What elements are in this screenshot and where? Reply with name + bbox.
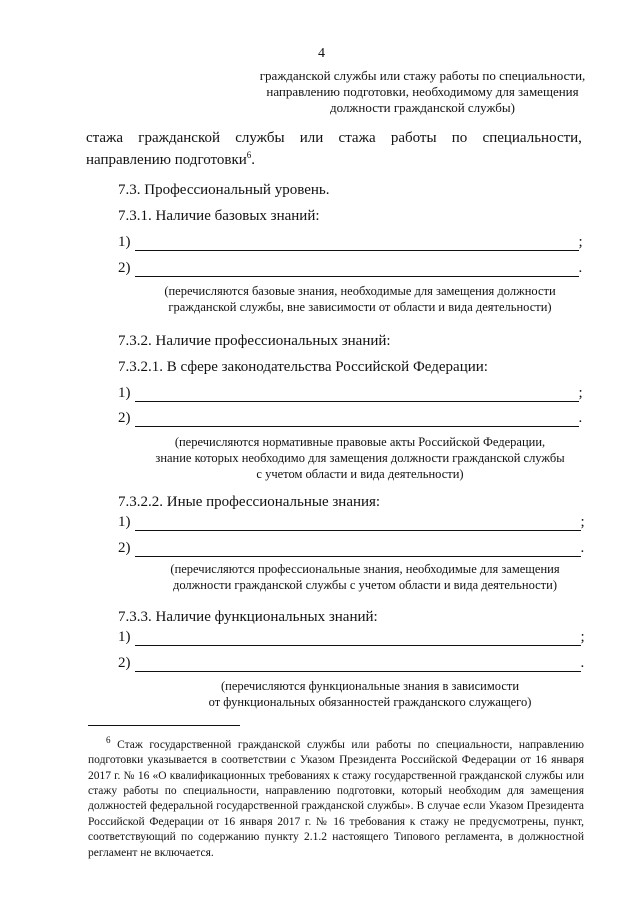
item-label: 1) (118, 514, 131, 530)
item-punct: . (578, 260, 583, 276)
fill-in-line[interactable] (135, 542, 581, 557)
note-7-3-3-line-1: (перечисляются функциональные знания в зависимости (220, 679, 520, 693)
intro-line-1 (86, 130, 582, 147)
header-line-2: направлению подготовки, необходимому для замещения (266, 84, 579, 99)
note-7-3-3-line-2: от функциональных обязанностей гражданского служащего) (208, 695, 532, 709)
item-punct: . (578, 410, 583, 426)
fill-in-line[interactable] (135, 631, 581, 646)
intro-text: направлению подготовки (86, 152, 247, 168)
intro-word: гражданской (138, 130, 220, 146)
blank-line-item-2 (118, 655, 584, 672)
blank-line-item-1 (118, 629, 585, 646)
intro-word: стажа (86, 130, 124, 146)
fill-in-line[interactable] (135, 387, 579, 402)
item-punct: ; (578, 234, 583, 250)
blank-line-item-1 (118, 514, 585, 531)
section-7-3-1-title: 7.3.1. Наличие базовых знаний: (118, 208, 320, 224)
intro-word: работы (390, 130, 437, 146)
section-7-3-2-title: 7.3.2. Наличие профессиональных знаний: (118, 333, 391, 349)
footnote-separator (88, 725, 240, 726)
fill-in-line[interactable] (135, 516, 581, 531)
item-label: 2) (118, 655, 131, 671)
blank-line-item-1 (118, 234, 583, 251)
item-punct: . (580, 655, 585, 671)
blank-line-item-2 (118, 540, 584, 557)
header-line-1: гражданской службы или стажу работы по специальности, (259, 68, 586, 83)
item-label: 1) (118, 629, 131, 645)
blank-line-item-1 (118, 385, 583, 402)
footnote (88, 733, 584, 861)
note-7-3-2-1-line-1: (перечисляются нормативные правовые акты Российской Федерации, (174, 435, 546, 449)
item-punct: . (580, 540, 585, 556)
header-line-3: должности гражданской службы) (330, 100, 515, 115)
fill-in-line[interactable] (135, 262, 579, 277)
fill-in-line[interactable] (135, 412, 579, 427)
section-7-3-2-1-title: 7.3.2.1. В сфере законодательства Российской Федерации: (118, 359, 488, 375)
intro-word: специальности, (482, 130, 582, 146)
blank-line-item-2 (118, 260, 582, 277)
fill-in-line[interactable] (135, 657, 581, 672)
page-number: 4 (318, 46, 325, 61)
note-7-3-1-line-1: (перечисляются базовые знания, необходимые для замещения должности (164, 284, 556, 298)
item-label: 2) (118, 540, 131, 556)
item-label: 2) (118, 410, 131, 426)
note-7-3-2-1-line-2: знание которых необходимо для замещения должности гражданской службы (155, 451, 565, 465)
item-label: 1) (118, 234, 131, 250)
note-7-3-2-2-line-2: должности гражданской службы с учетом области и вида деятельности) (172, 578, 557, 592)
intro-line-2 (86, 150, 255, 169)
item-label: 1) (118, 385, 131, 401)
intro-period: . (251, 152, 256, 168)
footnote-reference[interactable]: 6 (246, 150, 252, 160)
item-punct: ; (578, 385, 583, 401)
item-punct: ; (580, 629, 585, 645)
item-label: 2) (118, 260, 131, 276)
intro-word: службы (235, 130, 285, 146)
blank-line-item-2 (118, 410, 582, 427)
section-7-3-2-2-title: 7.3.2.2. Иные профессиональные знания: (118, 494, 381, 510)
fill-in-line[interactable] (135, 236, 579, 251)
intro-word: стажа (338, 130, 376, 146)
note-7-3-2-1-line-3: с учетом области и вида деятельности) (256, 467, 464, 481)
note-7-3-1-line-2: гражданской службы, вне зависимости от области и вида деятельности) (168, 300, 552, 314)
section-7-3-3-title: 7.3.3. Наличие функциональных знаний: (118, 609, 378, 625)
note-7-3-2-2-line-1: (перечисляются профессиональные знания, необходимые для замещения (170, 562, 560, 576)
section-7-3-title: 7.3. Профессиональный уровень. (118, 182, 330, 198)
footnote-text: Стаж государственной гражданской службы или работы по специальности, направлению подготовки указывается в соответствии с Указом Президента Российской Федерации от 16 января 2017 г. № 16 «О квалификационных требованиях к стажу государственной гражданской службы или стажу работы по специальности, направлению подготовки, который необходим для замещения должностей федеральной государственной гражданской службы». В случае если Указом Президента Российской Федерации от 16 января 2017 г. № 16 требования к стажу не предусмотрены, пункт, соответствующий по содержанию пункту 2.1.2 настоящего Типового регламента, в должностной регламент не включается. (88, 738, 585, 859)
item-punct: ; (580, 514, 585, 530)
footnote-mark: 6 (106, 735, 111, 745)
intro-word: по (451, 130, 468, 146)
intro-word: или (299, 130, 324, 146)
